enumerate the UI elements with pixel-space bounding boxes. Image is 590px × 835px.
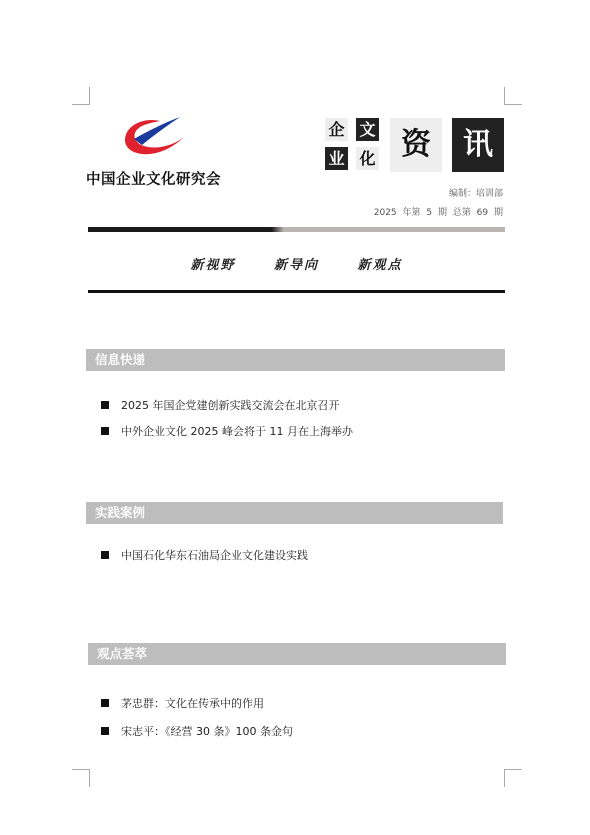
bullet-square-icon: [101, 551, 109, 559]
section-header-news: 信息快递: [86, 349, 505, 371]
crop-mark-top-right: [504, 87, 522, 105]
title-char-hua: 化: [356, 147, 379, 170]
title-char-xun: 讯: [452, 118, 504, 172]
organization-name: 中国企业文化研究会: [86, 172, 221, 188]
title-char-wen: 文: [356, 118, 379, 141]
crop-mark-bottom-left: [72, 769, 90, 787]
list-item[interactable]: 茅忠群：文化在传承中的作用: [101, 695, 264, 711]
list-item[interactable]: 宋志平：《经营 30 条》100 条金句: [101, 723, 293, 739]
slogan: 新导向: [273, 258, 319, 273]
organization-logo: [120, 115, 186, 161]
section-header-cases: 实践案例: [86, 502, 503, 524]
bullet-square-icon: [101, 727, 109, 735]
crop-mark-bottom-right: [504, 769, 522, 787]
bullet-square-icon: [101, 427, 109, 435]
title-char-ye: 业: [325, 147, 348, 170]
section-header-opinions: 观点荟萃: [88, 643, 506, 665]
bullet-square-icon: [101, 401, 109, 409]
header-divider: [88, 227, 505, 232]
slogan-row: [88, 254, 505, 273]
list-item[interactable]: 中国石化华东石油局企业文化建设实践: [101, 547, 308, 563]
title-char-zi: 资: [390, 118, 442, 172]
issue-number: 2025 年第 5 期 总第 69 期: [373, 208, 503, 218]
title-char-qi: 企: [325, 118, 348, 141]
bullet-square-icon: [101, 699, 109, 707]
list-item[interactable]: 中外企业文化 2025 峰会将于 11 月在上海举办: [101, 423, 353, 439]
slogan: 新视野: [190, 258, 236, 273]
slogan-divider: [88, 290, 505, 293]
list-item[interactable]: 2025 年国企党建创新实践交流会在北京召开: [101, 397, 340, 413]
slogan: 新观点: [357, 258, 403, 273]
crop-mark-top-left: [72, 87, 90, 105]
editor-info: 编制：培训部: [448, 189, 503, 199]
